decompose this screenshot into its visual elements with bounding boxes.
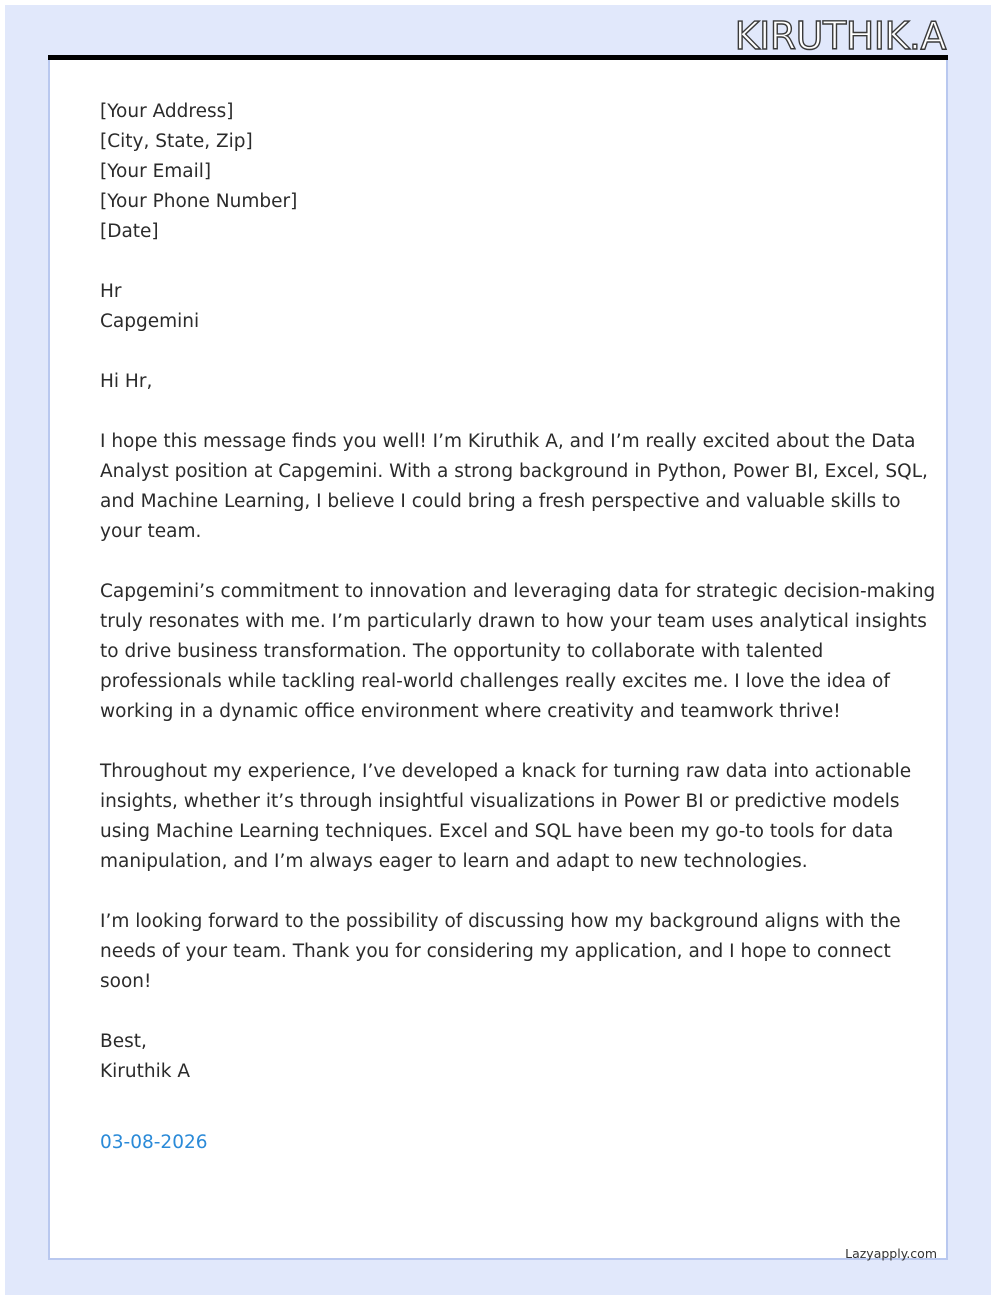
spacer — [100, 397, 900, 427]
body-paragraph-4 — [100, 907, 900, 997]
paragraph-line: needs of your team. Thank you for considering my application, and I hope to connect — [100, 941, 891, 962]
spacer — [100, 997, 900, 1027]
paragraph-line: I’m looking forward to the possibility of discussing how my background aligns with the — [100, 911, 901, 932]
body-paragraph-3 — [100, 757, 912, 877]
sender-email: [Your Email] — [100, 161, 212, 182]
paragraph-line: insights, whether it’s through insightful visualizations in Power BI or predictive models — [100, 791, 900, 812]
closing-block — [100, 1027, 900, 1087]
paragraph-line: your team. — [100, 521, 202, 542]
signer-name: Kiruthik A — [100, 1061, 190, 1082]
recipient-company: Capgemini — [100, 311, 200, 332]
body-paragraph-2 — [100, 577, 936, 727]
paragraph-line: Throughout my experience, I’ve developed a knack for turning raw data into actionable — [100, 761, 912, 782]
header-name: KIRUTHIK.A — [734, 14, 946, 58]
paragraph-line: truly resonates with me. I’m particularly drawn to how your team uses analytical insights — [100, 611, 927, 632]
paragraph-line: soon! — [100, 971, 152, 992]
paragraph-line: professionals while tackling real-world challenges really excites me. I love the idea of — [100, 671, 890, 692]
spacer — [100, 337, 900, 367]
spacer — [100, 877, 900, 907]
spacer — [100, 727, 900, 757]
spacer — [100, 247, 900, 277]
signature-date: 03-08-2026 — [100, 1132, 208, 1153]
paragraph-line: and Machine Learning, I believe I could bring a fresh perspective and valuable skills to — [100, 491, 901, 512]
closing-salutation: Best, — [100, 1031, 147, 1052]
paragraph-line: to drive business transformation. The opportunity to collaborate with talented — [100, 641, 824, 662]
body-paragraph-1 — [100, 427, 928, 547]
sender-city-state-zip: [City, State, Zip] — [100, 131, 253, 152]
letter-body — [100, 97, 936, 1087]
sender-address: [Your Address] — [100, 101, 234, 122]
recipient-title: Hr — [100, 281, 122, 302]
spacer — [100, 547, 900, 577]
greeting: Hi Hr, — [100, 371, 153, 392]
paragraph-line: Analyst position at Capgemini. With a strong background in Python, Power BI, Excel, SQL, — [100, 461, 928, 482]
footer-brand: Lazyapply.com — [845, 1246, 937, 1261]
sender-date: [Date] — [100, 221, 159, 242]
paragraph-line: manipulation, and I’m always eager to learn and adapt to new technologies. — [100, 851, 808, 872]
sender-phone: [Your Phone Number] — [100, 191, 298, 212]
paragraph-line: working in a dynamic office environment where creativity and teamwork thrive! — [100, 701, 841, 722]
paragraph-line: using Machine Learning techniques. Excel and SQL have been my go-to tools for data — [100, 821, 894, 842]
recipient-block — [100, 277, 900, 337]
paragraph-line: I hope this message finds you well! I’m Kiruthik A, and I’m really excited about the Data — [100, 431, 916, 452]
paragraph-line: Capgemini’s commitment to innovation and leveraging data for strategic decision-making — [100, 581, 936, 602]
sender-block — [100, 97, 900, 247]
